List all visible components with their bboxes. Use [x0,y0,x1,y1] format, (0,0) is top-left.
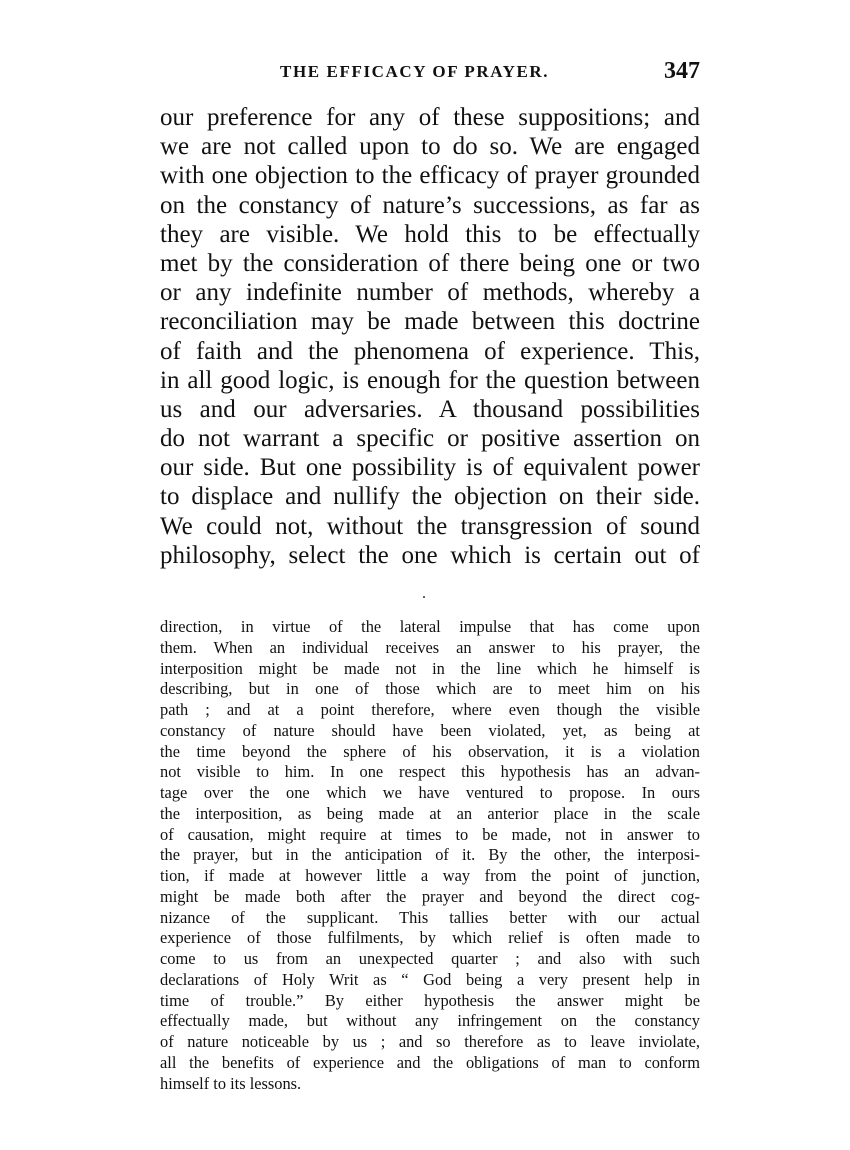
body-line: us and our adversaries. A thousand possibilities [160,395,700,423]
footnote-line: come to us from an unexpected quarter ; and also with such [160,949,700,968]
footnote-line: experience of those fulfilments, by which relief is often made to [160,928,700,948]
body-line: we are not called upon to do so. We are engaged [160,133,700,161]
footnote-line: them. When an individual receives an answer to his prayer, the [160,637,700,657]
footnote-line: declarations of Holy Writ as “ God being a very present help in [160,969,700,989]
body-line: do not warrant a specific or positive assertion on [160,425,700,453]
body-line: they are visible. We hold this to be effectually [160,220,700,248]
footnote-line: not visible to him. In one respect this hypothesis has an advan- [160,762,700,782]
footnote-line: nizance of the supplicant. This tallies better with our actual [160,907,700,927]
footnote-line: himself to its lessons. [160,1073,302,1093]
footnote-line: path ; and at a point therefore, where even though the visible [160,700,700,719]
main-text [160,103,700,570]
footnote-line: the prayer, but in the anticipation of it. By the other, the interposi- [160,845,700,865]
body-line: to displace and nullify the objection on their side. [160,483,700,511]
running-head [160,60,700,86]
body-line: philosophy, select the one which is certain out of [160,541,700,569]
footnote [160,617,700,1094]
footnote-line: of causation, might require at times to be made, not in answer to [160,824,700,844]
footnote-line: describing, but in one of those which are to meet him on his [160,679,700,699]
body-line: met by the consideration of there being one or two [160,249,700,277]
footnote-line: time of trouble.” By either hypothesis the answer might be [160,990,700,1010]
footnote-line: tage over the one which we have ventured to propose. In ours [160,783,700,802]
running-title: THE EFFICACY OF PRAYER. [280,62,550,81]
section-divider-dot [423,596,425,598]
footnote-line: direction, in virtue of the lateral impulse that has come upon [160,617,700,636]
body-line: with one objection to the efficacy of prayer grounded [160,162,700,190]
footnote-line: the time beyond the sphere of his observation, it is a violation [160,741,700,761]
footnote-line: might be made both after the prayer and beyond the direct cog- [160,886,700,906]
footnote-line: constancy of nature should have been violated, yet, as being at [160,720,700,740]
footnote-line: of nature noticeable by us ; and so therefore as to leave inviolate, [160,1032,700,1051]
footnote-line: effectually made, but without any infringement on the constancy [160,1011,700,1031]
body-line: in all good logic, is enough for the question between [160,366,700,394]
body-line: on the constancy of nature’s successions, as far as [160,191,700,219]
body-line: We could not, without the transgression of sound [160,512,700,540]
page-number: 347 [664,58,700,84]
footnote-line: all the benefits of experience and the obligations of man to conform [160,1052,700,1072]
footnote-line: tion, if made at however little a way from the point of junction, [160,866,700,885]
body-line: or any indefinite number of methods, whereby a [160,279,700,307]
footnote-line: the interposition, as being made at an anterior place in the scale [160,803,700,823]
body-line: our side. But one possibility is of equivalent power [160,454,700,482]
footnote-line: interposition might be made not in the line which he himself is [160,658,700,678]
body-line: reconciliation may be made between this doctrine [160,308,700,336]
body-line: of faith and the phenomena of experience. This, [160,337,700,365]
body-line: our preference for any of these suppositions; and [160,104,700,131]
